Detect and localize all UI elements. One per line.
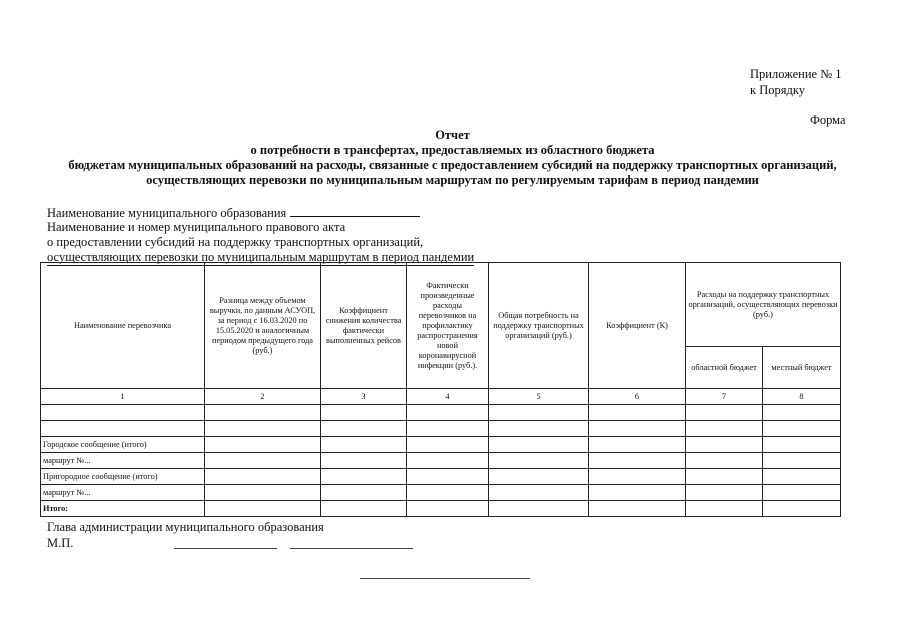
table-cell[interactable] <box>589 421 686 437</box>
signature-name-line[interactable] <box>290 548 413 549</box>
header-reduction-coef: Коэффициент снижения количества фактически выполненных рейсов <box>321 263 407 389</box>
column-number: 7 <box>686 389 763 405</box>
table-cell[interactable] <box>686 421 763 437</box>
header-difference: Разница между объемом выручки, по данным АСУОП, за период с 16.03.2020 по 15.05.2020 и аналогичным периодом предыдущего года (руб.) <box>205 263 321 389</box>
municipality-blank[interactable] <box>290 205 420 217</box>
table-cell[interactable] <box>686 405 763 421</box>
column-number: 5 <box>489 389 589 405</box>
table-cell[interactable] <box>321 453 407 469</box>
table-cell[interactable] <box>407 469 489 485</box>
column-number-row <box>41 389 841 405</box>
header-support-costs: Расходы на поддержку транспортных организаций, осуществляющих перевозки (руб.) <box>686 263 841 347</box>
table-cell[interactable] <box>686 485 763 501</box>
act-label-line2: о предоставлении субсидий на поддержку транспортных организаций, <box>47 235 424 249</box>
table-cell[interactable] <box>407 453 489 469</box>
table-cell[interactable] <box>321 437 407 453</box>
column-number: 3 <box>321 389 407 405</box>
header-coef-k: Коэффициент (К) <box>589 263 686 389</box>
table-cell[interactable] <box>763 469 841 485</box>
table-cell[interactable] <box>763 421 841 437</box>
table-cell[interactable] <box>589 469 686 485</box>
table-cell[interactable] <box>489 501 589 517</box>
column-number: 8 <box>763 389 841 405</box>
table-cell[interactable] <box>489 453 589 469</box>
table-cell[interactable] <box>489 485 589 501</box>
column-number: 4 <box>407 389 489 405</box>
municipality-label: Наименование муниципального образования <box>47 206 287 220</box>
table-row <box>41 421 841 437</box>
table-cell[interactable] <box>686 501 763 517</box>
table-cell[interactable] <box>489 437 589 453</box>
table-cell[interactable] <box>489 405 589 421</box>
header-carrier: Наименование перевозчика <box>41 263 205 389</box>
act-label-line3: осуществляющих перевозки по муниципальным маршрутам в период пандемии <box>47 250 475 264</box>
form-label: Форма <box>810 113 846 127</box>
table-cell[interactable] <box>589 405 686 421</box>
table-cell[interactable] <box>686 437 763 453</box>
report-subtitle-line2: бюджетам муниципальных образований на расходы, связанные с предоставлением субсидий на поддержку транспортных организаций, <box>68 158 837 172</box>
table-cell[interactable] <box>407 437 489 453</box>
row-label: Городское сообщение (итого) <box>41 437 205 453</box>
table-cell[interactable] <box>407 421 489 437</box>
appendix-reference <box>750 66 842 98</box>
row-label <box>41 405 205 421</box>
table-cell[interactable] <box>205 469 321 485</box>
table-cell[interactable] <box>321 485 407 501</box>
table-cell[interactable] <box>489 469 589 485</box>
table-cell[interactable] <box>489 421 589 437</box>
table-cell[interactable] <box>686 453 763 469</box>
act-label-line1: Наименование и номер муниципального правового акта <box>47 220 346 234</box>
table-row <box>41 405 841 421</box>
table-cell[interactable] <box>321 405 407 421</box>
municipality-field <box>47 205 420 221</box>
table-cell[interactable] <box>763 501 841 517</box>
header-total-need: Общая потребность на поддержку транспортных организаций (руб.) <box>489 263 589 389</box>
table-cell[interactable] <box>686 469 763 485</box>
table-cell[interactable] <box>321 421 407 437</box>
row-label: маршрут №... <box>41 453 205 469</box>
footer-separator <box>360 578 530 579</box>
table-cell[interactable] <box>589 437 686 453</box>
row-label <box>41 421 205 437</box>
head-of-administration-label: Глава администрации муниципального образования <box>47 520 324 534</box>
table-cell[interactable] <box>205 421 321 437</box>
row-label: Пригородное сообщение (итого) <box>41 469 205 485</box>
seal-label: М.П. <box>47 536 74 550</box>
header-regional-budget: областной бюджет <box>686 347 763 389</box>
table-cell[interactable] <box>407 405 489 421</box>
table-row <box>41 485 841 501</box>
table-cell[interactable] <box>589 485 686 501</box>
report-subtitle-line3: осуществляющих перевозки по муниципальным маршрутам по регулируемым тарифам в период пандемии <box>146 173 759 187</box>
table-cell[interactable] <box>205 453 321 469</box>
table-cell[interactable] <box>763 405 841 421</box>
total-row <box>41 501 841 517</box>
report-title: Отчет <box>435 128 470 142</box>
table-cell[interactable] <box>589 453 686 469</box>
column-number: 6 <box>589 389 686 405</box>
table-cell[interactable] <box>205 501 321 517</box>
header-local-budget: местный бюджет <box>763 347 841 389</box>
table-cell[interactable] <box>407 485 489 501</box>
table-cell[interactable] <box>589 501 686 517</box>
appendix-number: Приложение № 1 <box>750 67 842 81</box>
column-number: 2 <box>205 389 321 405</box>
total-label: Итого: <box>41 501 205 517</box>
table-cell[interactable] <box>763 437 841 453</box>
report-table <box>40 262 841 517</box>
report-subtitle-line1: о потребности в трансфертах, предоставляемых из областного бюджета <box>250 143 655 157</box>
table-cell[interactable] <box>407 501 489 517</box>
row-label: маршрут №... <box>41 485 205 501</box>
table-cell[interactable] <box>321 469 407 485</box>
header-prevention-costs: Фактически произведенные расходы перевозчиков на профилактику распространения новой коронавирусной инфекции (руб.). <box>407 263 489 389</box>
table-row <box>41 469 841 485</box>
table-cell[interactable] <box>763 485 841 501</box>
appendix-order: к Порядку <box>750 83 805 97</box>
table-cell[interactable] <box>205 485 321 501</box>
table-row <box>41 453 841 469</box>
table-cell[interactable] <box>321 501 407 517</box>
table-cell[interactable] <box>205 437 321 453</box>
table-row <box>41 437 841 453</box>
table-cell[interactable] <box>763 453 841 469</box>
column-number: 1 <box>41 389 205 405</box>
signature-line[interactable] <box>174 548 277 549</box>
table-cell[interactable] <box>205 405 321 421</box>
